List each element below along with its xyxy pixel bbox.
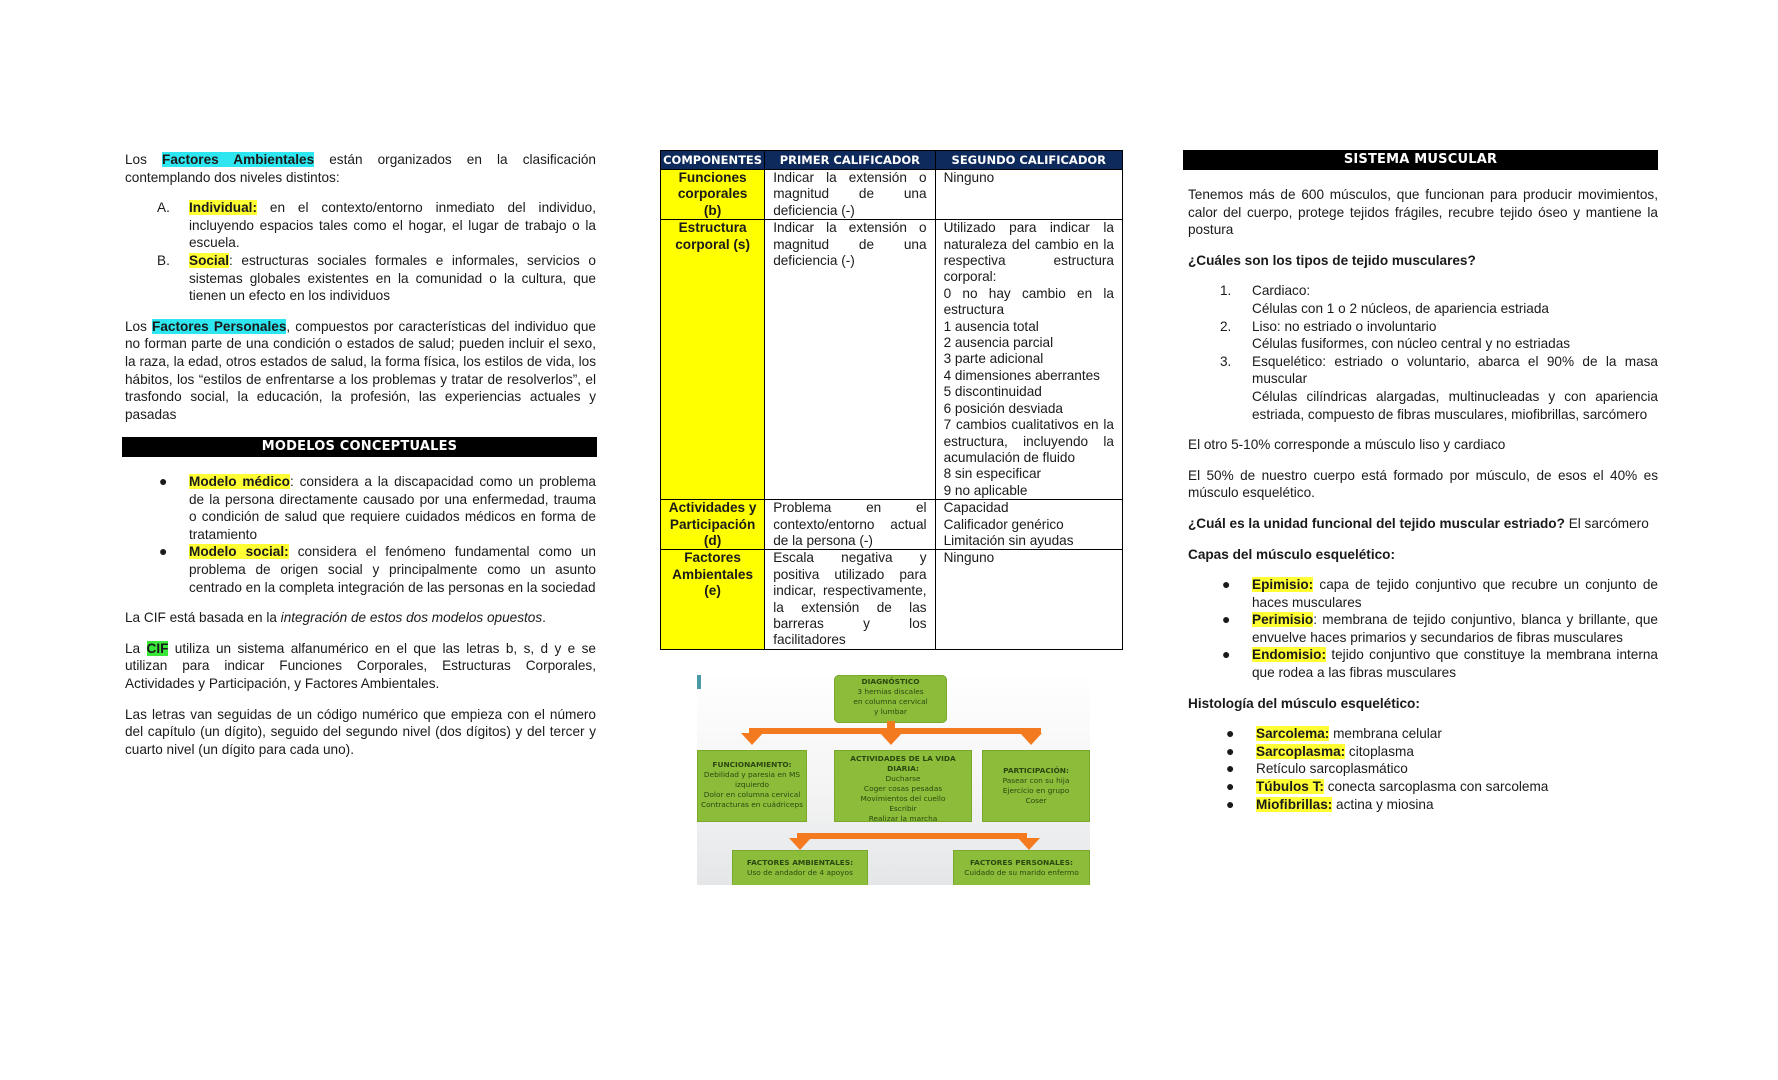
- first-qualifier-cell: Indicar la extensión o magnitud de una deficiencia (-): [765, 170, 935, 220]
- component-cell: Actividades y Participación (d): [661, 500, 765, 550]
- bullet-icon: ●: [1222, 576, 1231, 593]
- arrow-down-icon: [789, 838, 811, 850]
- cif-alphanumeric-paragraph: La CIF utiliza un sistema alfanumérico en el que las letras b, s, d y e se utilizan para indicar Funciones Corporales, Estructuras Corporales, Actividades y Participación, y Factores Ambientales.: [125, 640, 596, 691]
- histology-heading: Histología del músculo esquelético:: [1188, 695, 1420, 711]
- column-header: COMPONENTES: [661, 151, 765, 170]
- section-heading-modelos: MODELOS CONCEPTUALES: [122, 437, 597, 457]
- bullet-icon: ●: [1226, 795, 1235, 812]
- list-item: 2. Liso: no estriado o involuntario Células fusiformes, con núcleo central y no estriadas: [1220, 318, 1571, 352]
- functional-unit-paragraph: ¿Cuál es la unidad funcional del tejido muscular estriado? El sarcómero: [1188, 515, 1649, 531]
- layers-list: [1188, 576, 1658, 682]
- list-item: B. Social: estructuras sociales formales e informales, servicios o sistemas globales existentes en la comunidad o la cultura, que tienen un efecto en los individuos: [157, 252, 596, 304]
- list-item: ● Epimisio: capa de tejido conjuntivo que recubre un conjunto de haces musculares: [1222, 576, 1658, 610]
- list-item: 3. Esquelético: estriado o voluntario, abarca el 90% de la masa muscular Células cilíndricas alargadas, multinucleadas y con apariencia estriada, compuesto de fibras musculares, miofibrillas, sarcómero: [1220, 353, 1658, 422]
- corner-mark-icon: [697, 675, 701, 689]
- table-row: [661, 550, 1123, 649]
- bullet-icon: ●: [1222, 611, 1231, 628]
- component-cell: Estructura corporal (s): [661, 220, 765, 500]
- bullet-icon: ●: [1226, 778, 1235, 795]
- component-cell: Funciones corporales (b): [661, 170, 765, 220]
- list-item: ● Endomisio: tejido conjuntivo que constituye la membrana interna que rodea a las fibras musculares: [1222, 646, 1658, 681]
- list-item: A. Individual: en el contexto/entorno inmediato del individuo, incluyendo espacios tales como el hogar, el lugar de trabajo o la escuela.: [157, 200, 596, 251]
- second-qualifier-cell: Capacidad Calificador genérico Limitación sin ayudas: [935, 500, 1122, 550]
- first-qualifier-cell: Problema en el contexto/entorno actual de la persona (-): [765, 500, 935, 550]
- first-qualifier-cell: Indicar la extensión o magnitud de una deficiencia (-): [765, 220, 935, 500]
- participacion-box: PARTICIPACIÓN: Pasear con su hija Ejercicio en grupo Coser: [982, 750, 1090, 822]
- first-qualifier-cell: Escala negativa y positiva utilizado para indicar, respectivamente, la extensión de las barreras y los facilitadores: [765, 550, 935, 649]
- table-row: [661, 220, 1123, 500]
- arrow-down-icon: [741, 733, 763, 745]
- left-column-lower: [125, 473, 596, 771]
- cif-case-diagram: [697, 673, 1090, 885]
- table-row: [661, 500, 1123, 550]
- highlight-factores-personales: Factores Personales: [152, 318, 287, 334]
- bullet-icon: ●: [159, 543, 168, 560]
- list-item: ● Modelo social: considera el fenómeno fundamental como un problema de origen social y principalmente como un asunto centrado en la completa integración de las personas en la sociedad: [159, 543, 596, 595]
- second-qualifier-cell: Utilizado para indicar la naturaleza del cambio en la respectiva estructura corporal: 0 no hay cambio en la estructura 1 ausencia total 2 ausencia parcial 3 parte adicional 4 dimensiones aberrantes 5 discontinuidad 6 posición desviada 7 cambios cualitativos en la estructura, incluyendo la acumulación de fluido 8 sin especificar 9 no aplicable: [935, 220, 1122, 500]
- tissue-types-list: [1188, 282, 1658, 423]
- actividades-box: ACTIVIDADES DE LA VIDA DIARIA: Ducharse Coger cosas pesadas Movimientos del cuello Escribir Realizar la marcha: [834, 750, 972, 822]
- table-header-row: [661, 151, 1123, 170]
- levels-list: [125, 199, 596, 305]
- left-column: [125, 151, 596, 436]
- cif-basis-paragraph: La CIF está basada en la integración de estos dos modelos opuestos.: [125, 610, 546, 626]
- column-header: PRIMER CALIFICADOR: [765, 151, 935, 170]
- list-item: ● Miofibrillas: actina y miosina: [1226, 795, 1434, 812]
- muscles-intro-paragraph: Tenemos más de 600 músculos, que funcionan para producir movimientos, calor del cuerpo, protege tejidos frágiles, recubre tejido óseo y mantiene la postura: [1188, 187, 1658, 238]
- list-item: ● Perimisio: membrana de tejido conjuntivo, blanca y brillante, que envuelve haces primarios y secundarios de fibras musculares: [1222, 611, 1658, 645]
- arrow-down-icon: [880, 733, 902, 745]
- bullet-icon: ●: [1226, 760, 1235, 777]
- body-muscle-paragraph: El 50% de nuestro cuerpo está formado por músculo, de esos el 40% es músculo esquelético.: [1188, 467, 1658, 501]
- arrow-down-icon: [1018, 838, 1040, 850]
- list-item: 1. Cardiaco: Células con 1 o 2 núcleos, de apariencia estriada: [1220, 283, 1549, 316]
- section-heading-sistema-muscular: SISTEMA MUSCULAR: [1183, 150, 1658, 170]
- bullet-icon: ●: [1226, 725, 1235, 742]
- layers-heading: Capas del músculo esquelético:: [1188, 546, 1395, 562]
- personal-factors-paragraph: Los Factores Personales, compuestos por características del individuo que no forman parte de una condición o estados de salud; pueden incluir el sexo, la raza, la edad, otros estados de salud, la forma física, los estilos de vida, los hábitos, los “estilos de enfrentarse a los problemas y tratar de resolverlos”, el trasfondo social, la educación, la profesión, las experiencias actuales y pasadas: [125, 318, 596, 422]
- arrow-down-icon: [1020, 733, 1042, 745]
- component-cell: Factores Ambientales (e): [661, 550, 765, 649]
- factores-personales-box: FACTORES PERSONALES: Cuidado de su marido enfermo: [953, 850, 1090, 885]
- question-tissue-types: ¿Cuáles son los tipos de tejido musculares?: [1188, 252, 1476, 268]
- highlight-factores-ambientales: Factores Ambientales: [162, 152, 315, 167]
- diagnosis-box: DIAGNÓSTICO 3 hernias discales en columna cervical y lumbar: [834, 675, 947, 723]
- right-column: [1188, 186, 1658, 813]
- bullet-icon: ●: [159, 473, 168, 489]
- factores-ambientales-box: FACTORES AMBIENTALES: Uso de andador de 4 apoyos: [732, 850, 868, 885]
- list-item: ● Sarcolema: membrana celular: [1226, 725, 1442, 742]
- list-item: ● Modelo médico: considera a la discapacidad como un problema de la persona directamente causado por una enfermedad, trauma o condición de salud que requiere cuidados médicos en forma de tratamiento: [159, 473, 596, 542]
- connector-line: [797, 833, 1027, 839]
- list-item: ● Túbulos T: conecta sarcoplasma con sarcolema: [1226, 778, 1549, 795]
- highlight-cif: CIF: [146, 640, 169, 656]
- table-row: [661, 170, 1123, 220]
- histology-list: [1188, 725, 1658, 813]
- list-item: ● Retículo sarcoplasmático: [1226, 760, 1408, 777]
- models-list: [125, 473, 596, 596]
- environmental-factors-paragraph: Los Factores Ambientales están organizados en la clasificación contemplando dos niveles distintos:: [125, 152, 596, 185]
- numeric-code-paragraph: Las letras van seguidas de un código numérico que empieza con el número del capítulo (un dígito), seguido del segundo nivel (dos dígitos) y del tercer y cuarto nivel (un dígito para cada uno).: [125, 706, 596, 757]
- cif-qualifiers-table: [660, 150, 1123, 650]
- bullet-icon: ●: [1222, 646, 1231, 663]
- list-item: ● Sarcoplasma: citoplasma: [1226, 742, 1414, 759]
- second-qualifier-cell: Ninguno: [935, 170, 1122, 220]
- bullet-icon: ●: [1226, 742, 1235, 759]
- column-header: SEGUNDO CALIFICADOR: [935, 151, 1122, 170]
- second-qualifier-cell: Ninguno: [935, 550, 1122, 649]
- smooth-cardiac-paragraph: El otro 5-10% corresponde a músculo liso y cardiaco: [1188, 437, 1506, 453]
- funcionamiento-box: FUNCIONAMIENTO: Debilidad y paresia en MS izquierdo Dolor en columna cervical Contracturas en cuádriceps: [697, 750, 807, 822]
